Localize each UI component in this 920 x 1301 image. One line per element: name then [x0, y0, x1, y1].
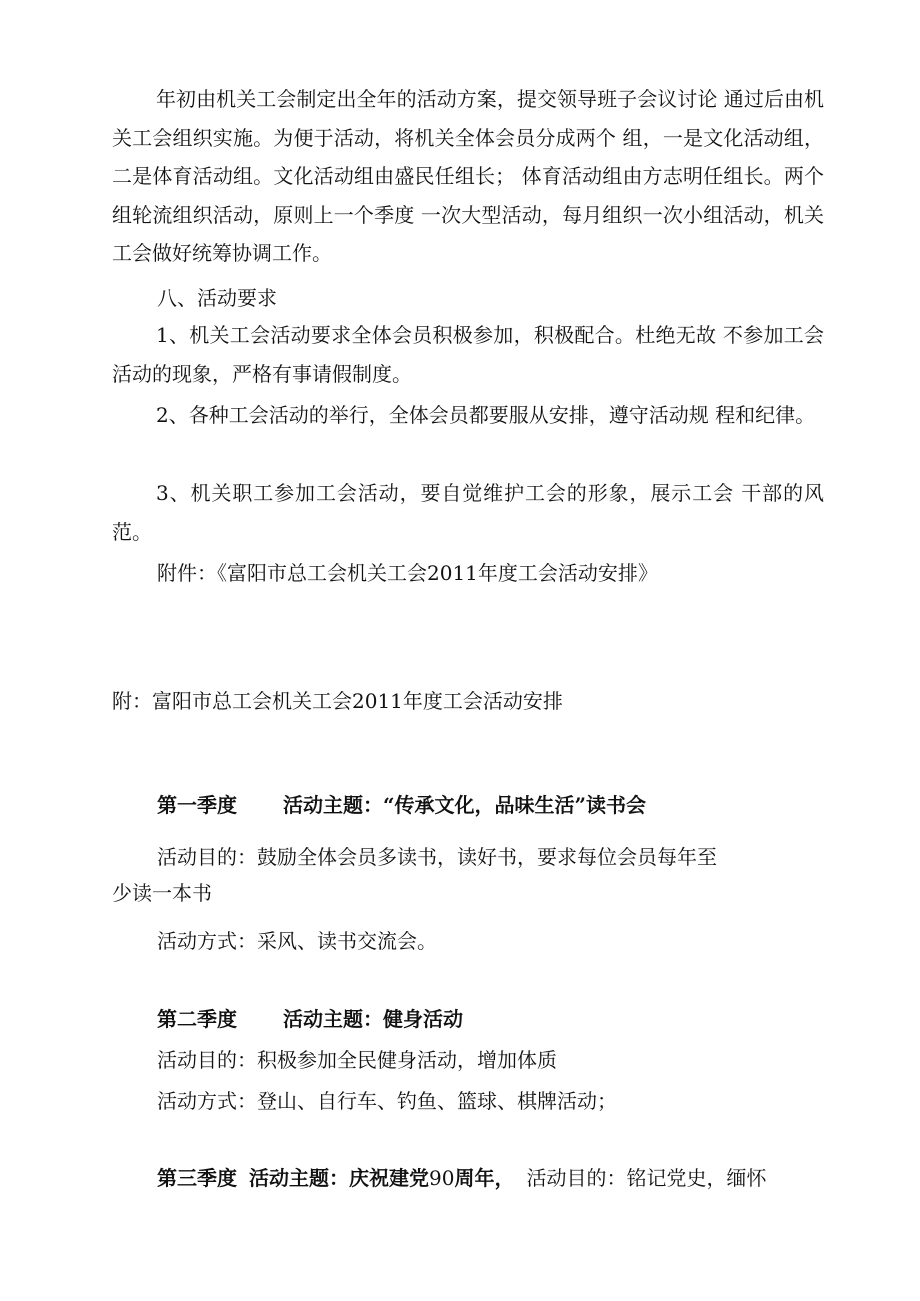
q3-theme-b: 周年，: [454, 1166, 515, 1190]
q1-purpose-line1: 活动目的：鼓励全体会员多读书，读好书，要求每位会员每年至: [157, 845, 717, 869]
paragraph-activity-plan: 年初由机关工会制定出全年的活动方案，提交领导班子会议讨论 通过后由机关工会组织实施。为便于活动，将机关全体会员分成两个 组，一是文化活动组，二是体育活动组。文化活动组由盛民任组长； 体育活动组由方志明任组长。两个组轮流组织活动，原则上一个季度 一次大型活动，每月组织一次小组活动，机关工会做好统筹协调工作。: [112, 87, 824, 266]
q1-season: 第一季度: [157, 793, 237, 817]
q2-method: 活动方式：登山、自行车、钓鱼、篮球、棋牌活动；: [157, 1089, 617, 1113]
q3-purpose: 活动目的：铭记党史，缅怀: [526, 1166, 767, 1190]
q2-theme: 活动主题：健身活动: [283, 1007, 463, 1031]
requirement-2: 2、各种工会活动的举行，全体会员都要服从安排，遵守活动规 程和纪律。: [156, 403, 816, 427]
q3-theme-number: 90: [429, 1166, 455, 1190]
q1-method: 活动方式：采风、读书交流会。: [157, 929, 437, 953]
q3-theme-a: 活动主题：庆祝建党: [249, 1166, 429, 1190]
q2-season: 第二季度: [157, 1007, 237, 1031]
requirement-3: 3、机关职工参加工会活动，要自觉维护工会的形象，展示工会 干部的风范。: [112, 481, 824, 544]
q3-heading: [157, 1163, 766, 1193]
q1-theme: 活动主题：“传承文化，品味生活”读书会: [283, 793, 647, 817]
q2-heading: [157, 1004, 463, 1034]
q3-season: 第三季度: [157, 1166, 237, 1190]
q2-purpose: 活动目的：积极参加全民健身活动，增加体质: [157, 1048, 557, 1072]
q1-heading: [157, 790, 646, 820]
q1-purpose-line2: 少读一本书: [112, 881, 212, 905]
requirement-1: 1、机关工会活动要求全体会员积极参加，积极配合。杜绝无故 不参加工会活动的现象，严格有事请假制度。: [112, 323, 824, 386]
attachment-line: 附件：《富阳市总工会机关工会2011年度工会活动安排》: [157, 561, 658, 585]
section-heading-requirements: 八、活动要求: [157, 286, 277, 310]
appendix-title: 附：富阳市总工会机关工会2011年度工会活动安排: [112, 689, 563, 713]
